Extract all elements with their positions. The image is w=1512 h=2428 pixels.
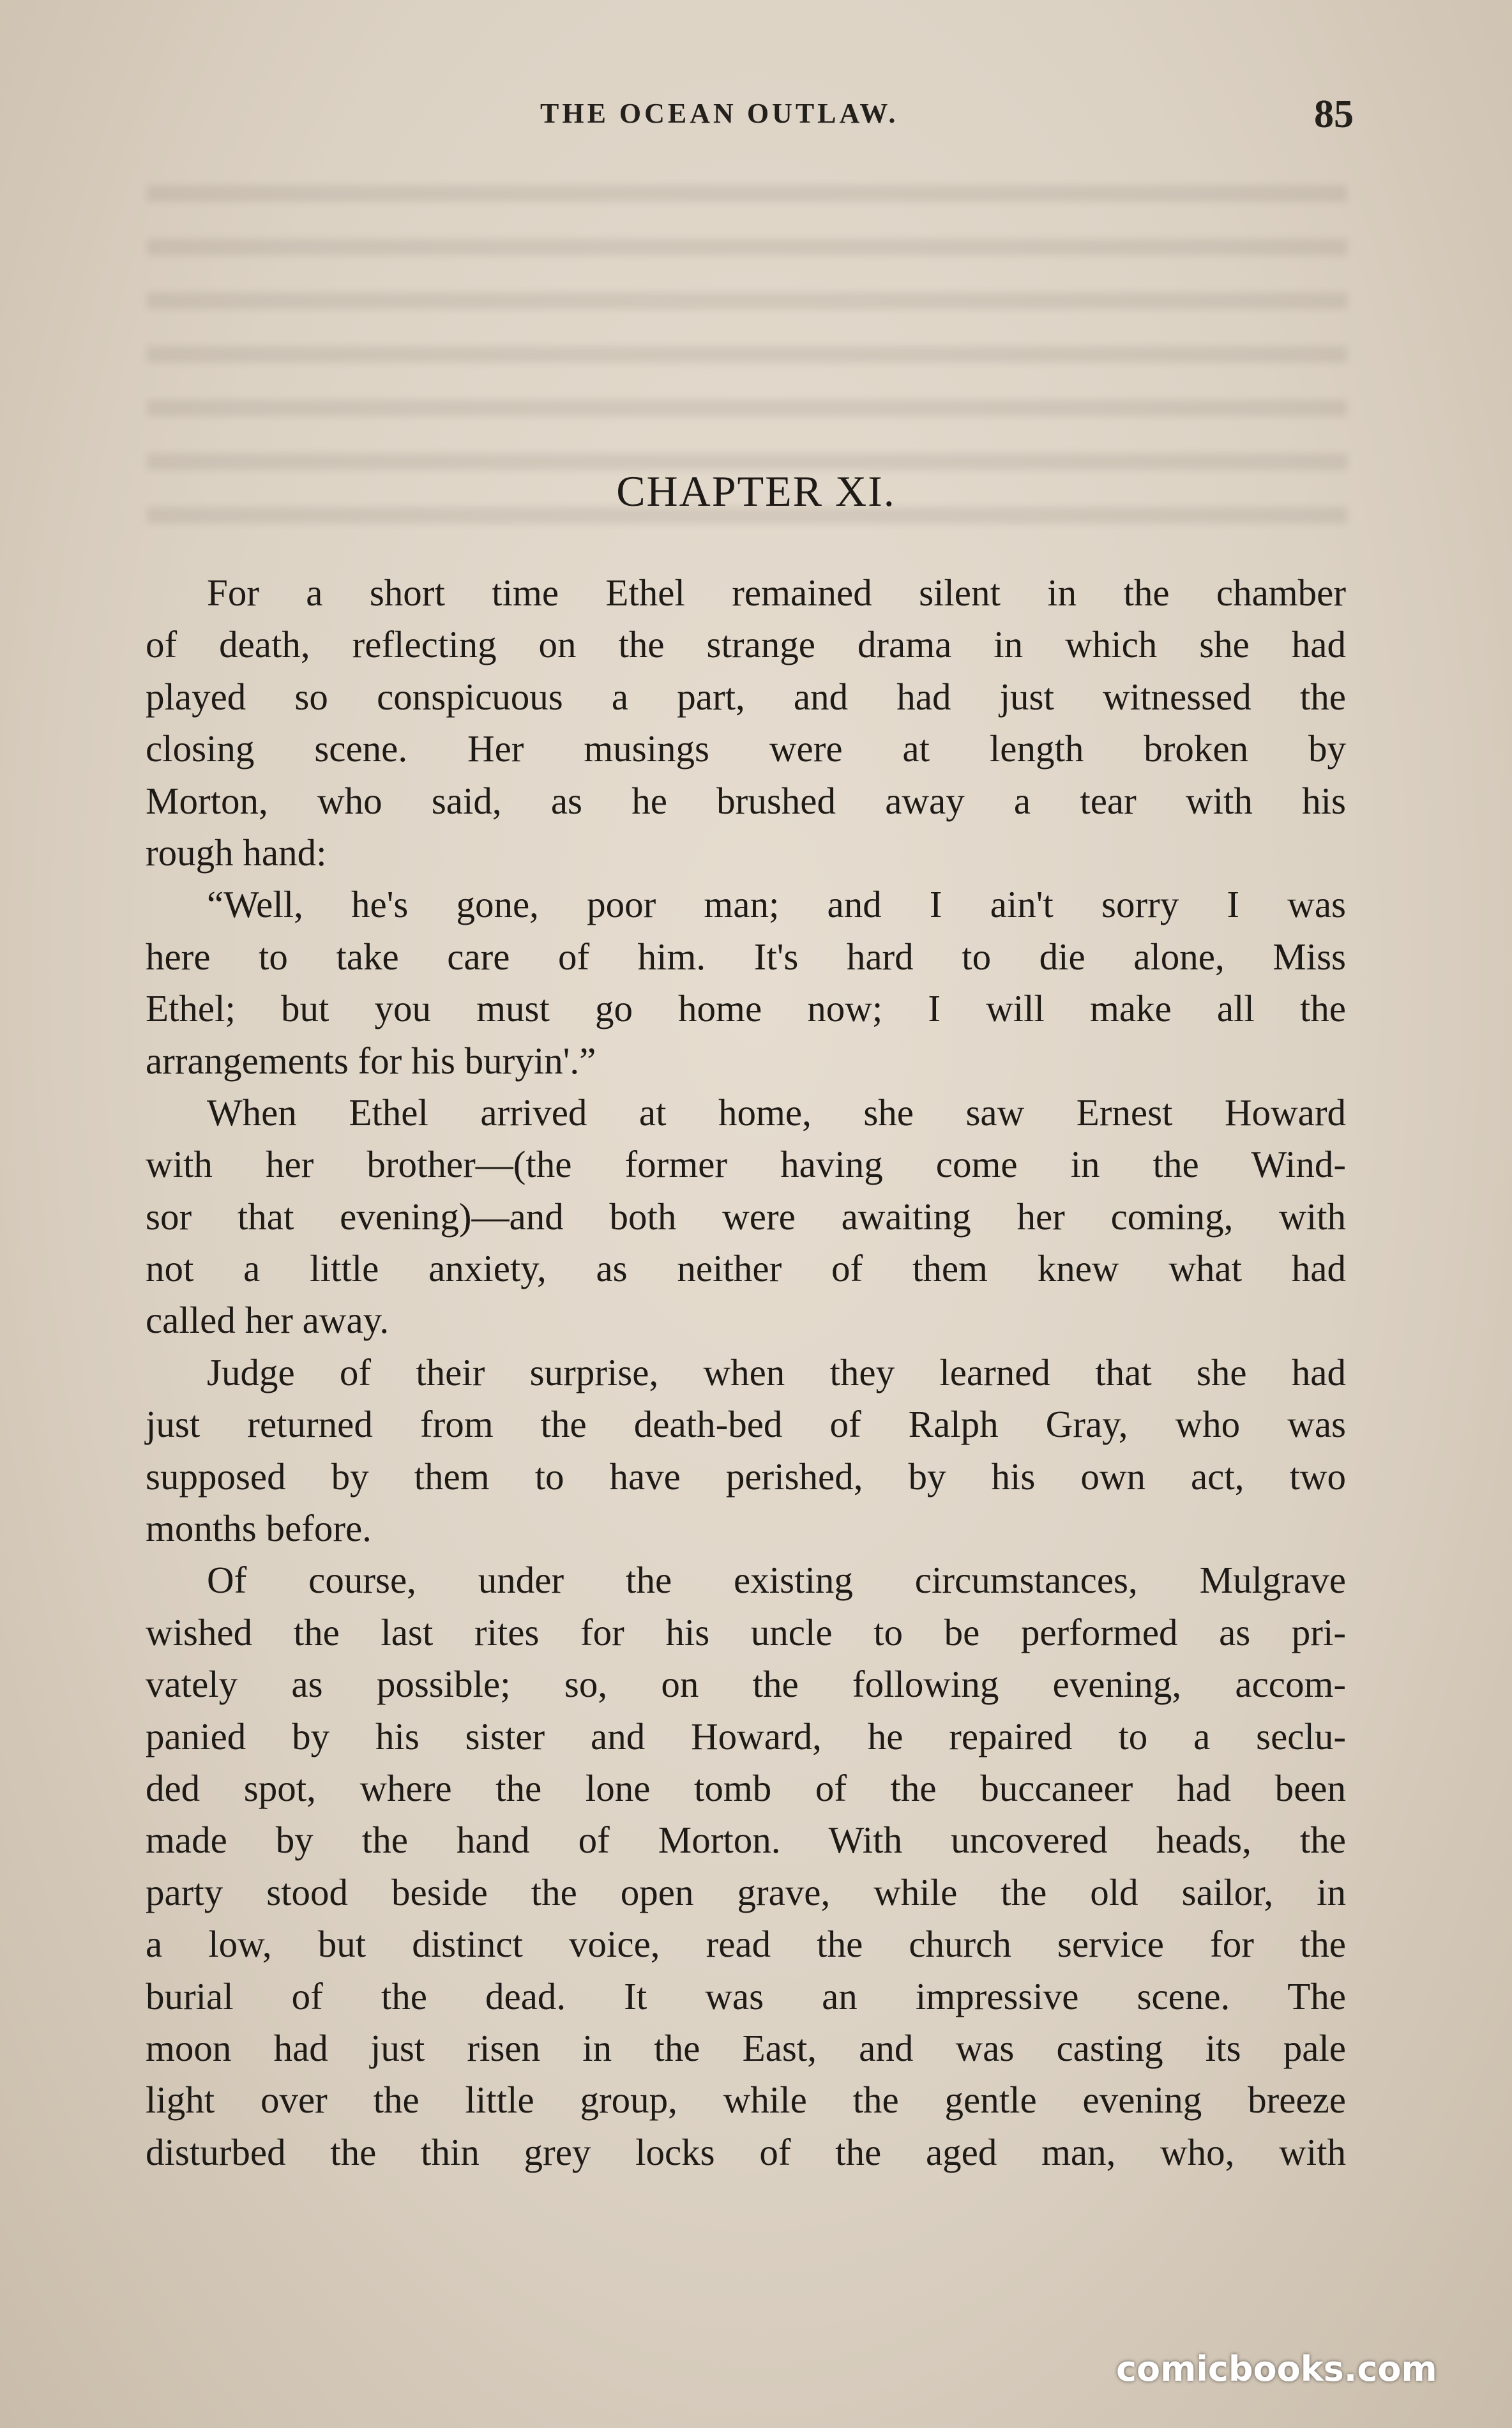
text-line: light over the little group, while the gentle evening breeze — [146, 2079, 1346, 2121]
text-line: rough hand: — [146, 831, 327, 874]
text-line: not a little anxiety, as neither of them knew what had — [146, 1247, 1346, 1290]
text-line: Of course, under the existing circumstances, Mulgrave — [207, 1559, 1346, 1602]
running-title: THE OCEAN OUTLAW. — [540, 98, 899, 129]
text-line: of death, reflecting on the strange drama in which she had — [146, 623, 1346, 666]
text-line: wished the last rites for his uncle to be performed as pri- — [146, 1611, 1346, 1653]
text-line: Ethel; but you must go home now; I will make all the — [146, 987, 1346, 1030]
body-text — [146, 567, 1346, 2178]
text-line: arrangements for his buryin'.” — [146, 1039, 596, 1082]
text-line: vately as possible; so, on the following evening, accom- — [146, 1663, 1346, 1706]
text-line: ded spot, where the lone tomb of the buccaneer had been — [146, 1766, 1346, 1809]
text-line: party stood beside the open grave, while the old sailor, in — [146, 1870, 1346, 1913]
text-line: months before. — [146, 1507, 372, 1550]
text-line: moon had just risen in the East, and was casting its pale — [146, 2026, 1346, 2069]
text-line: made by the hand of Morton. With uncovered heads, the — [146, 1819, 1346, 1862]
text-line: with her brother—(the former having come in the Wind- — [146, 1143, 1346, 1186]
chapter-heading: CHAPTER XI. — [616, 467, 896, 515]
text-line: sor that evening)—and both were awaiting her coming, with — [146, 1195, 1346, 1238]
text-line: played so conspicuous a part, and had just witnessed the — [146, 675, 1346, 718]
text-line: “Well, he's gone, poor man; and I ain't sorry I was — [207, 883, 1346, 926]
text-line: supposed by them to have perished, by his own act, two — [146, 1455, 1346, 1498]
site-watermark: comicbooks.com — [1116, 2349, 1437, 2389]
page-number: 85 — [1314, 93, 1354, 136]
text-line: here to take care of him. It's hard to die alone, Miss — [146, 935, 1346, 978]
text-line: When Ethel arrived at home, she saw Ernest Howard — [207, 1091, 1346, 1134]
running-head — [0, 93, 1512, 148]
text-line: called her away. — [146, 1299, 389, 1342]
text-line: closing scene. Her musings were at length broken by — [146, 727, 1346, 770]
text-line: Judge of their surprise, when they learned that she had — [207, 1351, 1346, 1393]
text-line: burial of the dead. It was an impressive scene. The — [146, 1975, 1346, 2017]
text-line: For a short time Ethel remained silent in the chamber — [207, 572, 1346, 614]
text-line: a low, but distinct voice, read the church service for the — [146, 1923, 1346, 1966]
text-line: panied by his sister and Howard, he repaired to a seclu- — [146, 1715, 1346, 1757]
text-line: Morton, who said, as he brushed away a tear with his — [146, 779, 1346, 822]
text-line: disturbed the thin grey locks of the aged man, who, with — [146, 2130, 1346, 2173]
text-line: just returned from the death-bed of Ralph Gray, who was — [146, 1403, 1346, 1446]
